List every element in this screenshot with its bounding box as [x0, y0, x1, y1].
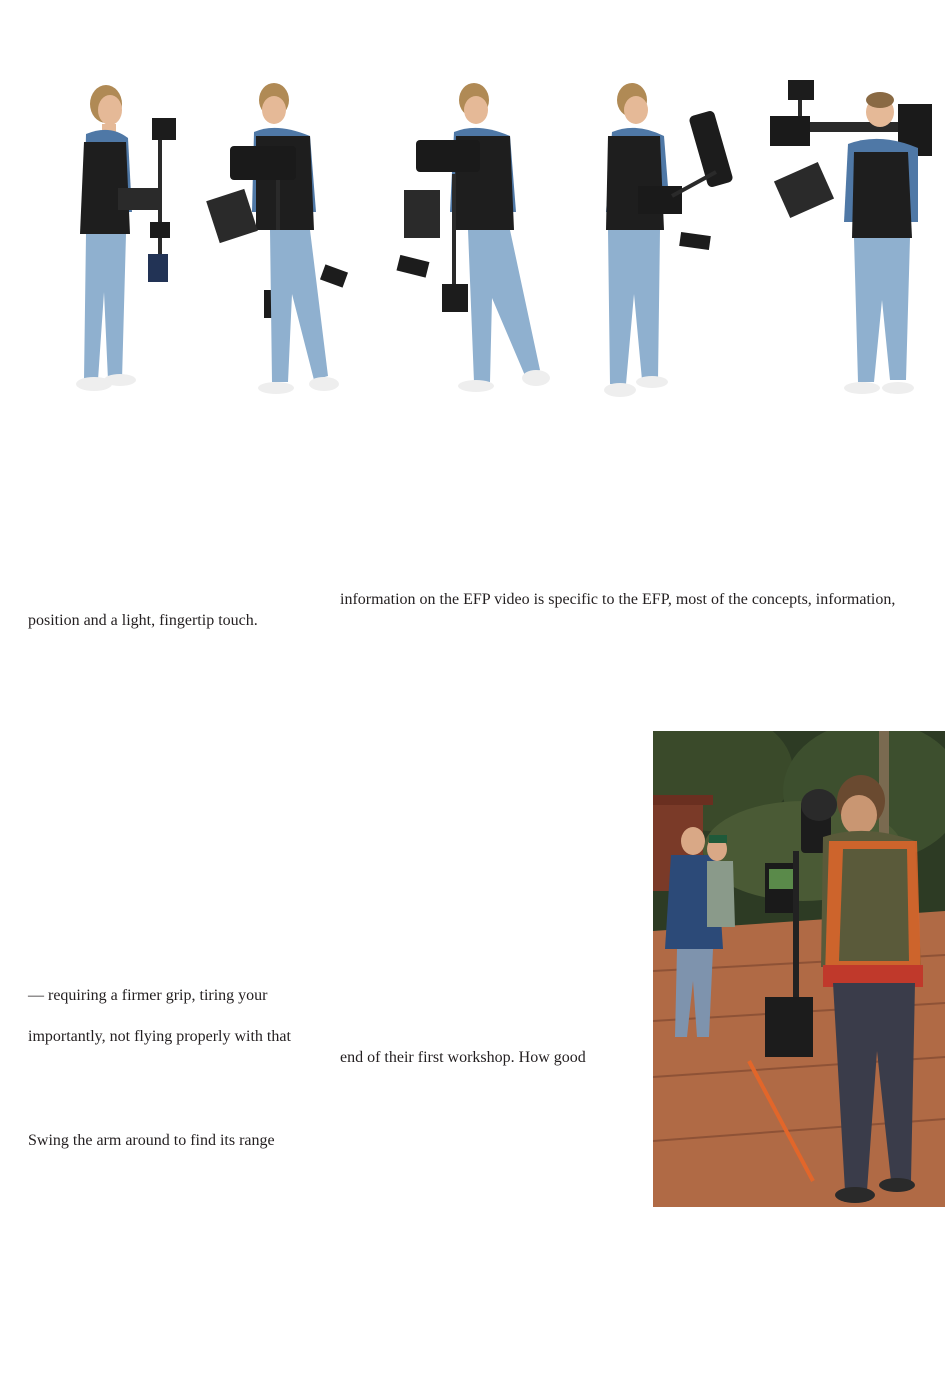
left-column-line-4: Swing the arm around to find its range	[28, 1132, 275, 1149]
photo-operator-balancing-camera	[576, 62, 748, 422]
photo-operator-high-mode	[758, 62, 945, 422]
photo-operator-sled-hanging	[28, 62, 200, 422]
photo-operator-lifting-sled	[206, 62, 384, 422]
photo-operator-sled-docked	[392, 62, 564, 422]
left-column-line-3: importantly, not flying properly with that	[28, 1028, 291, 1045]
middle-column-line-2: end of their first workshop. How good	[340, 1049, 586, 1066]
photo-strip-steadicam-sequence	[28, 62, 945, 422]
left-column-line-1: position and a light, fingertip touch.	[28, 612, 258, 629]
photo-workshop-operator-on-deck	[653, 731, 945, 1207]
middle-column-line-1: information on the EFP video is specific to the EFP, most of the concepts, information,	[340, 591, 896, 608]
left-column-line-2: — requiring a firmer grip, tiring your	[28, 987, 268, 1004]
